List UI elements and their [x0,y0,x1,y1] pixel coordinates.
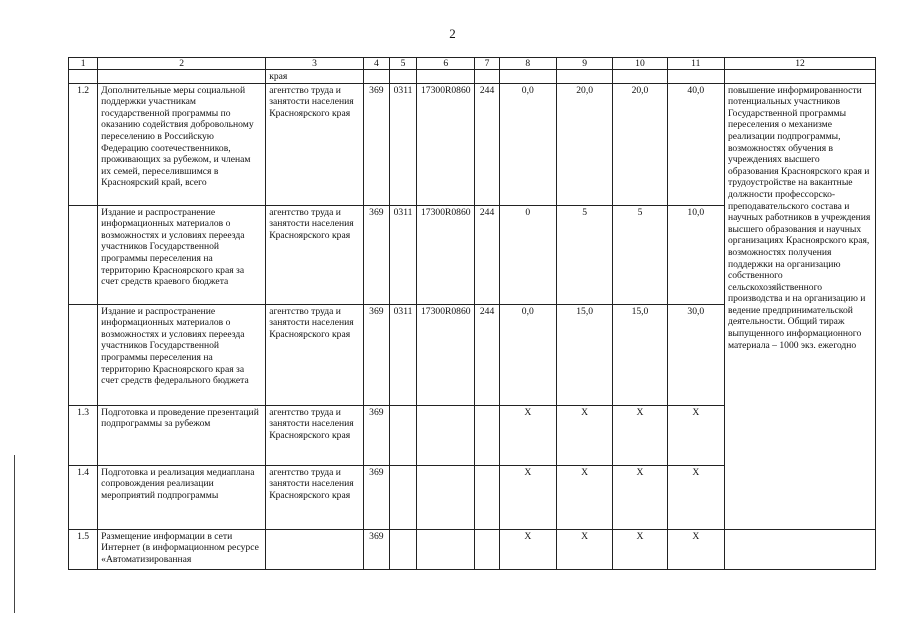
col-header: 6 [417,58,475,70]
agency-continuation: края [266,70,364,84]
row-number [69,304,98,405]
csr-cell [417,405,475,465]
value-cell: Х [556,465,612,529]
col-header: 11 [667,58,724,70]
col-header: 9 [556,58,612,70]
col-header: 5 [389,58,416,70]
expected-result: повышение информированности потенциальных участников Государственной программы переселения о механизме реализации подпрограммы, возможностях обучения в учреждениях высшего образования Красноярского края и трудоустройстве на вакантные должности профессорско-преподавательского состава и научных работников в учреждения высшего образования и научных организациях Красноярского края, возможностях получения поддержки на организацию собственного сельскохозяйственного производства и на организацию и ведение предпринимательской деятельности. Общий тираж выпущенного информационного материала – 1000 экз. ежегодно [724,83,875,529]
page-number: 2 [449,26,456,41]
measure-name: Дополнительные меры социальной поддержки участникам государственной программы по оказанию содействия добровольному переселению в Российскую Федерацию соотечественников, проживающих за рубежом, и членам их семей, переселившимся в Красноярский край, всего [98,83,266,205]
csr-cell [417,465,475,529]
measure-name: Подготовка и проведение презентаций подпрограммы за рубежом [98,405,266,465]
value-cell: 10,0 [667,205,724,304]
measure-name: Размещение информации в сети Интернет (в информационном ресурсе «Автоматизированная [98,529,266,569]
col-header: 3 [266,58,364,70]
rzpr-cell [389,465,416,529]
grbs-cell: 369 [363,465,389,529]
vr-cell [475,405,499,465]
agency-cell: агентство труда и занятости населения Красноярского края [266,205,364,304]
value-cell: Х [667,405,724,465]
rzpr-cell [389,405,416,465]
csr-cell: 17300R0860 [417,205,475,304]
value-cell: Х [613,465,667,529]
value-cell: 5 [613,205,667,304]
csr-cell: 17300R0860 [417,83,475,205]
value-cell: 15,0 [556,304,612,405]
csr-cell: 17300R0860 [417,304,475,405]
col-header: 1 [69,58,98,70]
value-cell: Х [667,529,724,569]
header-row [69,58,876,70]
value-cell: 20,0 [613,83,667,205]
rzpr-cell: 0311 [389,83,416,205]
agency-cell: агентство труда и занятости населения Красноярского края [266,304,364,405]
value-cell: 0,0 [499,304,556,405]
continuation-row [69,70,876,84]
value-cell: 0,0 [499,83,556,205]
col-header: 8 [499,58,556,70]
grbs-cell: 369 [363,405,389,465]
agency-cell: агентство труда и занятости населения Красноярского края [266,465,364,529]
rzpr-cell: 0311 [389,304,416,405]
value-cell: 20,0 [556,83,612,205]
table-row [69,529,876,569]
measure-name: Издание и распространение информационных материалов о возможностях и условиях переезда участников Государственной программы переселения на территорию Красноярского края за счет средств краевого бюджета [98,205,266,304]
grbs-cell: 369 [363,529,389,569]
value-cell: 30,0 [667,304,724,405]
agency-cell [266,529,364,569]
csr-cell [417,529,475,569]
measure-name: Подготовка и реализация медиаплана сопровождения реализации мероприятий подпрограммы [98,465,266,529]
value-cell: Х [499,405,556,465]
grbs-cell: 369 [363,304,389,405]
scan-edge-line [14,455,15,613]
col-header: 10 [613,58,667,70]
measure-name: Издание и распространение информационных материалов о возможностях и условиях переезда участников Государственной программы переселения на территорию Красноярского края за счет средств федерального бюджета [98,304,266,405]
rzpr-cell [389,529,416,569]
vr-cell: 244 [475,304,499,405]
budget-table [68,57,876,570]
agency-cell: агентство труда и занятости населения Красноярского края [266,405,364,465]
row-number: 1.2 [69,83,98,205]
rzpr-cell: 0311 [389,205,416,304]
row-number [69,205,98,304]
grbs-cell: 369 [363,205,389,304]
value-cell: 15,0 [613,304,667,405]
vr-cell [475,465,499,529]
col-header: 7 [475,58,499,70]
value-cell: Х [556,405,612,465]
grbs-cell: 369 [363,83,389,205]
col-header: 4 [363,58,389,70]
table-row [69,83,876,205]
value-cell: Х [556,529,612,569]
row-number: 1.4 [69,465,98,529]
value-cell: Х [499,465,556,529]
value-cell: Х [667,465,724,529]
row-number: 1.3 [69,405,98,465]
agency-cell: агентство труда и занятости населения Красноярского края [266,83,364,205]
value-cell: 5 [556,205,612,304]
vr-cell: 244 [475,205,499,304]
result-cell-empty [724,529,875,569]
col-header: 2 [98,58,266,70]
col-header: 12 [724,58,875,70]
value-cell: Х [613,405,667,465]
value-cell: Х [499,529,556,569]
value-cell: 0 [499,205,556,304]
row-number: 1.5 [69,529,98,569]
vr-cell [475,529,499,569]
vr-cell: 244 [475,83,499,205]
value-cell: 40,0 [667,83,724,205]
value-cell: Х [613,529,667,569]
